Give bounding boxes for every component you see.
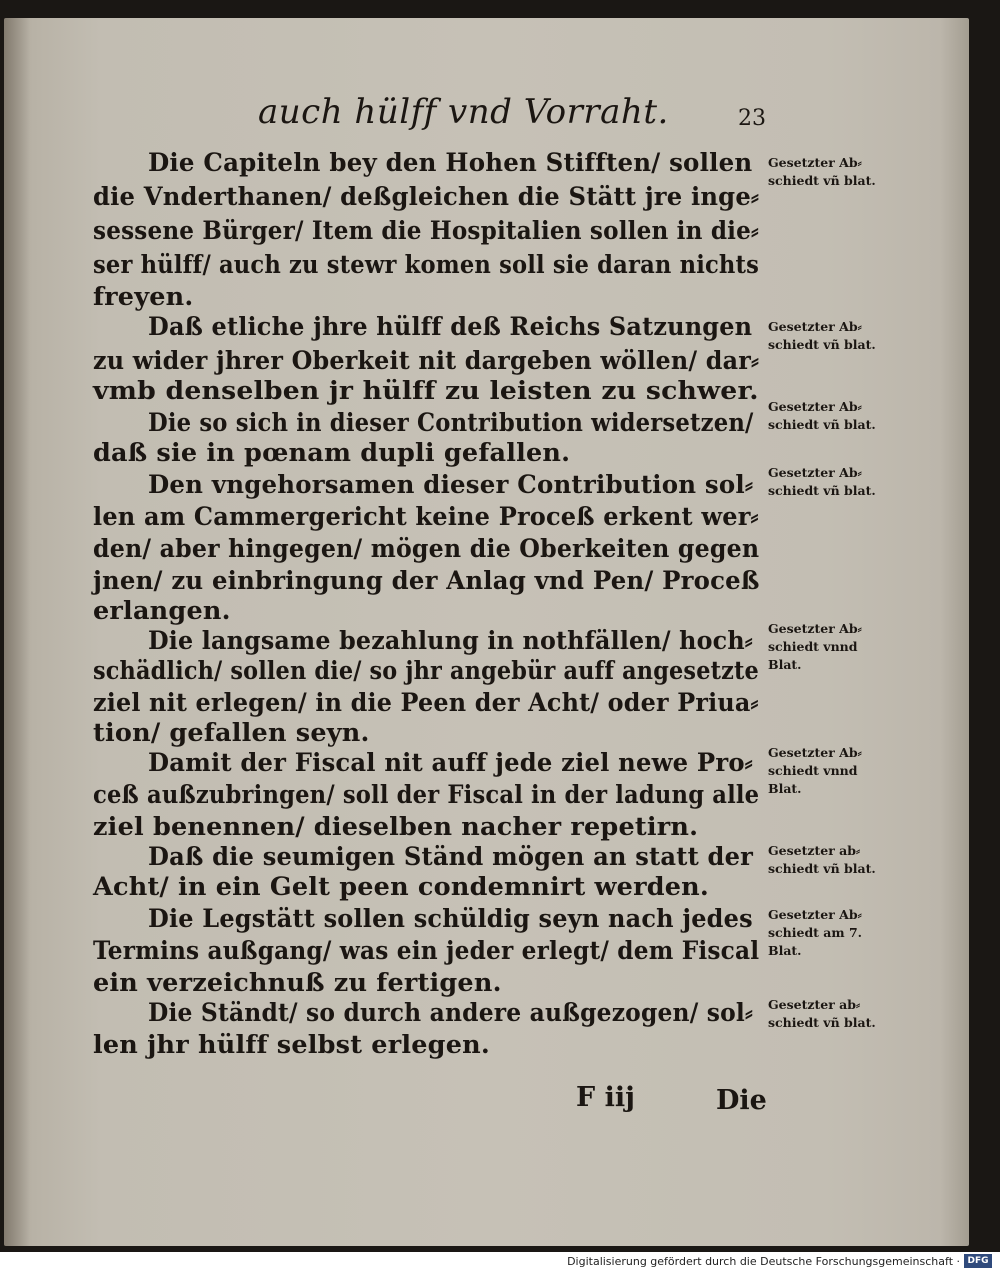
margin-note-line: schiedt vñ blat. [768,483,876,498]
margin-note [768,744,862,798]
text-line: jnen/ zu einbringung der Anlag vnd Pen/ Proceß [93,566,760,596]
margin-note-line: Gesetzter Ab⸗ [768,319,862,334]
margin-note [768,318,876,354]
margin-note-line: schiedt vñ blat. [768,417,876,432]
text-line: Die Capiteln bey den Hohen Stifften/ sollen [148,148,753,178]
margin-note-line: schiedt vnnd [768,639,858,654]
text-line: ser hülff/ auch zu stewr komen soll sie daran nichts [93,250,760,280]
margin-note [768,620,862,674]
text-line: Daß etliche jhre hülff deß Reichs Satzungen [148,312,753,342]
margin-note [768,996,876,1032]
margin-note-line: schiedt vñ blat. [768,337,876,352]
margin-note-line: Gesetzter Ab⸗ [768,907,862,922]
margin-note-line: Blat. [768,943,802,958]
text-line: sessene Bürger/ Item die Hospitalien sollen in die⸗ [93,216,759,246]
margin-note [768,398,876,434]
text-line: Die Ständt/ so durch andere außgezogen/ sol⸗ [148,998,753,1028]
text-line: Den vngehorsamen dieser Contribution sol⸗ [148,470,754,500]
text-line: Die Legstätt sollen schüldig seyn nach jedes [148,904,753,934]
text-line: daß sie in pœnam dupli gefallen. [93,438,571,468]
margin-note [768,464,876,500]
running-header: auch hülff vnd Vorraht. [258,92,669,132]
text-line: ziel nit erlegen/ in die Peen der Acht/ oder Priua⸗ [93,688,759,718]
margin-note-line: schiedt am 7. [768,925,863,940]
text-line: len am Cammergericht keine Proceß erkent wer⸗ [93,502,759,532]
signature-mark: F iij [576,1082,635,1113]
text-line: Die so sich in dieser Contribution widersetzen/ [148,408,754,438]
margin-note-line: Gesetzter Ab⸗ [768,399,862,414]
text-line: ziel benennen/ dieselben nacher repetirn. [93,812,699,842]
text-line: tion/ gefallen seyn. [93,718,370,748]
text-line: Damit der Fiscal nit auff jede ziel newe Pro⸗ [148,748,753,778]
margin-note-line: Gesetzter ab⸗ [768,843,861,858]
margin-note-line: Blat. [768,781,802,796]
margin-note-line: Gesetzter Ab⸗ [768,465,862,480]
text-line: die Vnderthanen/ deßgleichen die Stätt jre inge⸗ [93,182,760,212]
margin-note-line: Gesetzter Ab⸗ [768,621,862,636]
text-line: Die langsame bezahlung in nothfällen/ hoch⸗ [148,626,753,656]
text-line: vmb denselben jr hülff zu leisten zu schwer. [93,376,759,406]
text-line: schädlich/ sollen die/ so jhr angebür auff angesetzte [93,656,759,686]
margin-note-line: schiedt vnnd [768,763,858,778]
margin-note-line: schiedt vñ blat. [768,1015,876,1030]
text-line: ein verzeichnuß zu fertigen. [93,968,502,998]
text-line: Termins außgang/ was ein jeder erlegt/ dem Fiscal [93,936,760,966]
credit-bar [0,1252,1000,1273]
margin-note-line: Gesetzter Ab⸗ [768,745,862,760]
margin-note-line: schiedt vñ blat. [768,173,876,188]
text-line: Acht/ in ein Gelt peen condemnirt werden. [93,872,710,902]
margin-note [768,154,876,190]
credit-text: Digitalisierung gefördert durch die Deutsche Forschungsgemeinschaft · [567,1255,960,1268]
margin-note-line: schiedt vñ blat. [768,861,876,876]
margin-note-line: Blat. [768,657,802,672]
margin-note-line: Gesetzter Ab⸗ [768,155,862,170]
gutter-shadow [4,18,30,1246]
text-line: erlangen. [93,596,231,626]
text-line: zu wider jhrer Oberkeit nit dargeben wöllen/ dar⸗ [93,346,760,376]
text-line: Daß die seumigen Ständ mögen an statt der [148,842,754,872]
margin-note [768,906,862,960]
margin-note [768,842,876,878]
margin-note-line: Gesetzter ab⸗ [768,997,861,1012]
text-line: len jhr hülff selbst erlegen. [93,1030,490,1060]
page-number: 23 [738,106,766,131]
dfg-logo: DFG [964,1254,992,1268]
text-line: freyen. [93,282,194,312]
text-line: ceß außzubringen/ soll der Fiscal in der ladung alle [93,780,760,810]
text-line: den/ aber hingegen/ mögen die Oberkeiten gegen [93,534,760,564]
catchword: Die [716,1085,767,1116]
